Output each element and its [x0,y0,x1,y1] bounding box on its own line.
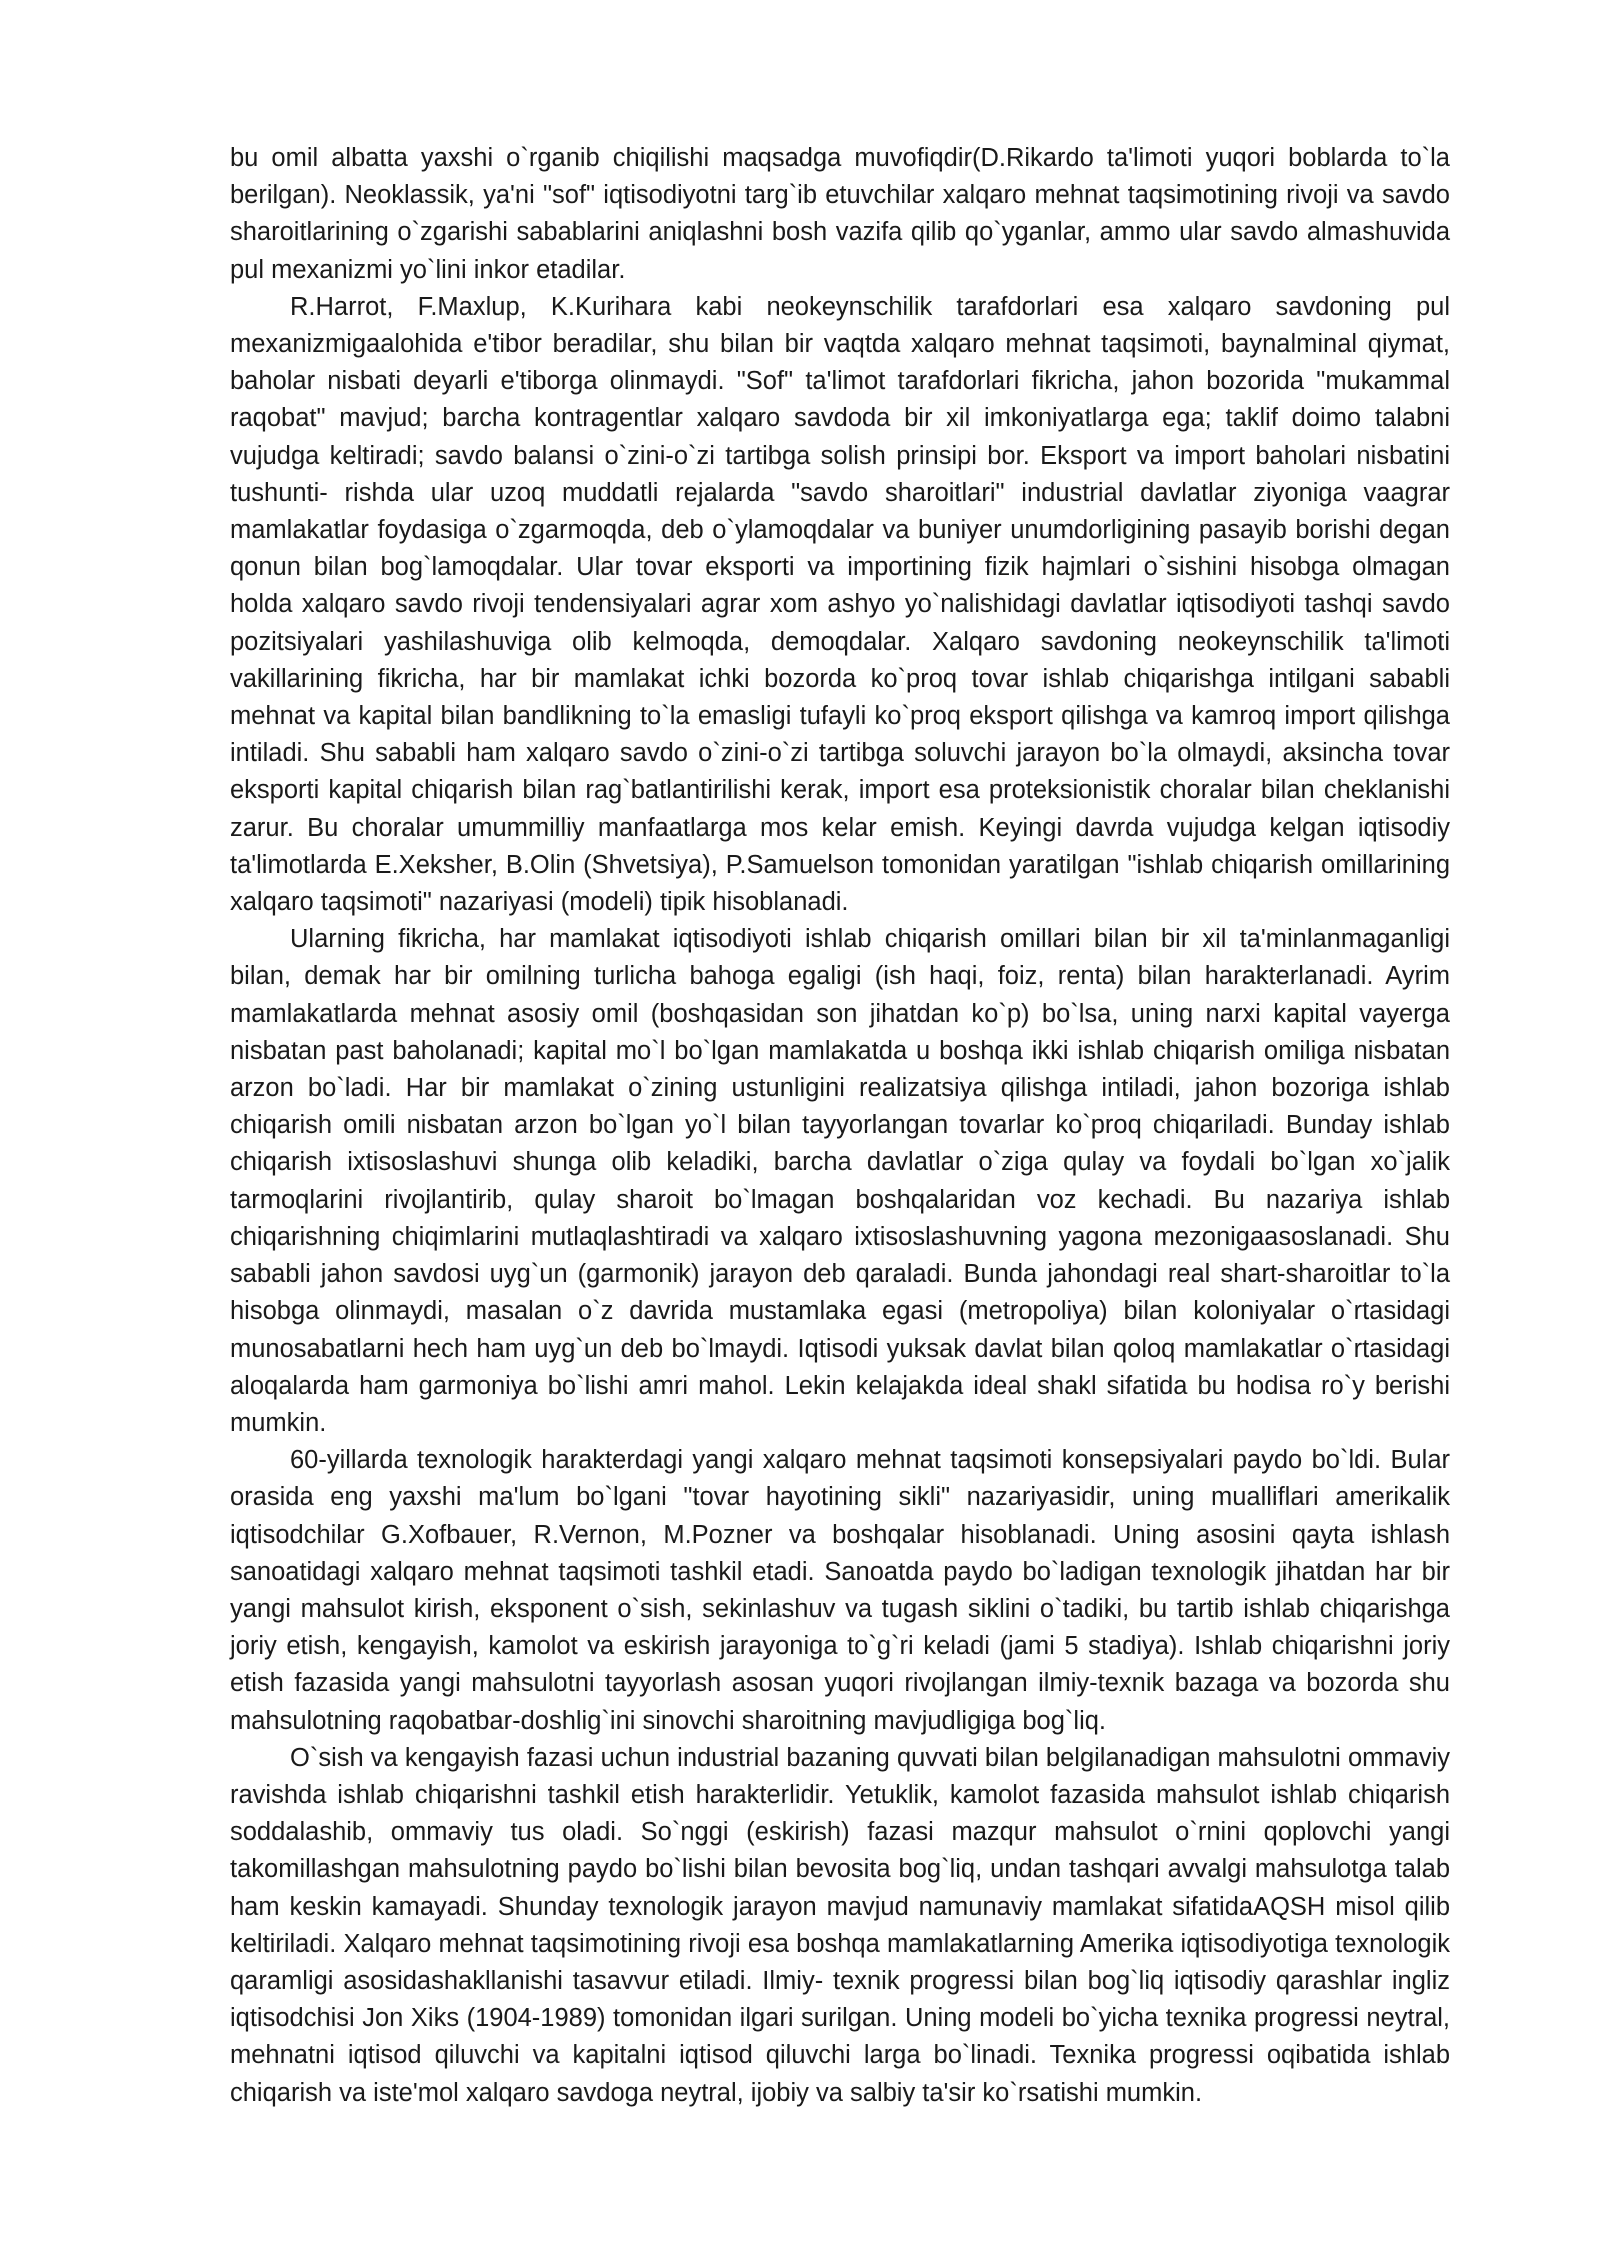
paragraph-4: 60-yillarda texnologik harakterdagi yangi xalqaro mehnat taqsimoti konsepsiyalari paydo bo`ldi. Bular orasida eng yaxshi ma'lum bo`lgani "tovar hayotining sikli" nazariyasidir, uning mualliflari amerikalik iqtisodchilar G.Xofbauer, R.Vernon, M.Pozner va boshqalar hisoblanadi. Uning asosini qayta ishlash sanoatidagi xalqaro mehnat taqsimoti tashkil etadi. Sanoatda paydo bo`ladigan texnologik jihatdan har bir yangi mahsulot kirish, eksponent o`sish, sekinlashuv va tugash siklini o`tadiki, bu tartib ishlab chiqarishga joriy etish, kengayish, kamolot va eskirish jarayoniga to`g`ri keladi (jami 5 stadiya). Ishlab chiqarishni joriy etish fazasida yangi mahsulotni tayyorlash asosan yuqori rivojlangan ilmiy-texnik bazaga va bozorda shu mahsulotning raqobatbar-doshlig`ini sinovchi sharoitning mavjudligiga bog`liq. [230,1446,1450,1735]
paragraph-2: R.Harrot, F.Maxlup, K.Kurihara kabi neokeynschilik tarafdorlari esa xalqaro savdoning pul mexanizmigaalohida e'tibor beradilar, shu bilan bir vaqtda xalqaro mehnat taqsimoti, baynalminal qiymat, baholar nisbati deyarli e'tiborga olinmaydi. "Sof" ta'limot tarafdorlari fikricha, jahon bozorida "mukammal raqobat" mavjud; barcha kontragentlar xalqaro savdoda bir xil imkoniyatlarga ega; taklif doimo talabni vujudga keltiradi; savdo balansi o`zini-o`zi tartibga solish prinsipi bor. Eksport va import baholari nisbatini tushunti- rishda ular uzoq muddatli rejalarda "savdo sharoitlari" industrial davlatlar ziyoniga vaagrar mamlakatlar foydasiga o`zgarmoqda, deb o`ylamoqdalar va buniyer unumdorligining pasayib borishi degan qonun bilan bog`lamoqdalar. Ular tovar eksporti va importining fizik hajmlari o`sishini hisobga olmagan holda xalqaro savdo rivoji tendensiyalari agrar xom ashyo yo`nalishidagi davlatlar iqtisodiyoti tashqi savdo pozitsiyalari yashilashuviga olib kelmoqda, demoqdalar. Xalqaro savdoning neokeynschilik ta'limoti vakillarining fikricha, har bir mamlakat ichki bozorda ko`proq tovar ishlab chiqarishga intilgani sababli mehnat va kapital bilan bandlikning to`la emasligi tufayli ko`proq eksport qilishga va kamroq import qilishga intiladi. Shu sababli ham xalqaro savdo o`zini-o`zi tartibga soluvchi jarayon bo`la olmaydi, aksincha tovar eksporti kapital chiqarish bilan rag`batlantirilishi kerak, import esa proteksionistik choralar bilan cheklanishi zarur. Bu choralar umummilliy manfaatlarga mos kelar emish. Keyingi davrda vujudga kelgan iqtisodiy ta'limotlarda E.Xeksher, B.Olin (Shvetsiya), P.Samuelson tomonidan yaratilgan "ishlab chiqarish omillarining xalqaro taqsimoti" nazariyasi (modeli) tipik hisoblanadi. [230,292,1450,917]
paragraph-5: O`sish va kengayish fazasi uchun industrial bazaning quvvati bilan belgilanadigan mahsulotni ommaviy ravishda ishlab chiqarishni tashkil etish harakterlidir. Yetuklik, kamolot fazasida mahsulot ishlab chiqarish soddalashib, ommaviy tus oladi. So`nggi (eskirish) fazasi mazqur mahsulot o`rnini qoplovchi yangi takomillashgan mahsulotning paydo bo`lishi bilan bevosita bog`liq, undan tashqari avvalgi mahsulotga talab ham keskin kamayadi. Shunday texnologik jarayon mavjud namunaviy mamlakat sifatidaAQSH misol qilib keltiriladi. Xalqaro mehnat taqsimotining rivoji esa boshqa mamlakatlarning Amerika iqtisodiyotiga texnologik qaramligi asosidashakllanishi tasavvur etiladi. Ilmiy- texnik progressi bilan bog`liq iqtisodiy qarashlar ingliz iqtisodchisi Jon Xiks (1904-1989) tomonidan ilgari surilgan. Uning modeli bo`yicha texnika progressi neytral, mehnatni iqtisod qiluvchi va kapitalni iqtisod qiluvchi larga bo`linadi. Texnika progressi oqibatida ishlab chiqarish va iste'mol xalqaro savdoga neytral, ijobiy va salbiy ta'sir ko`rsatishi mumkin. [230,1743,1450,2107]
paragraph-1: bu omil albatta yaxshi o`rganib chiqilishi maqsadga muvofiqdir(D.Rikardo ta'limoti yuqori boblarda to`la berilgan). Neoklassik, ya'ni "sof" iqtisodiyotni targ`ib etuvchilar xalqaro mehnat taqsimotining rivoji va savdo sharoitlarining o`zgarishi sabablarini aniqlashni bosh vazifa qilib qo`yganlar, ammo ular savdo almashuvida pul mexanizmi yo`lini inkor etadilar. [230,144,1450,284]
document-page [230,140,1450,2112]
paragraph-3: Ularning fikricha, har mamlakat iqtisodiyoti ishlab chiqarish omillari bilan bir xil ta'minlanmaganligi bilan, demak har bir omilning turlicha bahoga egaligi (ish haqi, foiz, renta) bilan harakterlanadi. Ayrim mamlakatlarda mehnat asosiy omil (boshqasidan son jihatdan ko`p) bo`lsa, uning narxi kapital vayerga nisbatan past baholanadi; kapital mo`l bo`lgan mamlakatda u boshqa ikki ishlab chiqarish omiliga nisbatan arzon bo`ladi. Har bir mamlakat o`zining ustunligini realizatsiya qilishga intiladi, jahon bozoriga ishlab chiqarish omili nisbatan arzon bo`lgan yo`l bilan tayyorlangan tovarlar ko`proq chiqariladi. Bunday ishlab chiqarish ixtisoslashuvi shunga olib keladiki, barcha davlatlar o`ziga qulay va foydali bo`lgan xo`jalik tarmoqlarini rivojlantirib, qulay sharoit bo`lmagan boshqalaridan voz kechadi. Bu nazariya ishlab chiqarishning chiqimlarini mutlaqlashtiradi va xalqaro ixtisoslashuvning yagona mezonigaasoslanadi. Shu sababli jahon savdosi uyg`un (garmonik) jarayon deb qaraladi. Bunda jahondagi real shart-sharoitlar to`la hisobga olinmaydi, masalan o`z davrida mustamlaka egasi (metropoliya) bilan koloniyalar o`rtasidagi munosabatlarni hech ham uyg`un deb bo`lmaydi. Iqtisodi yuksak davlat bilan qoloq mamlakatlar o`rtasidagi aloqalarda ham garmoniya bo`lishi amri mahol. Lekin kelajakda ideal shakl sifatida bu hodisa ro`y berishi mumkin. [230,925,1450,1437]
